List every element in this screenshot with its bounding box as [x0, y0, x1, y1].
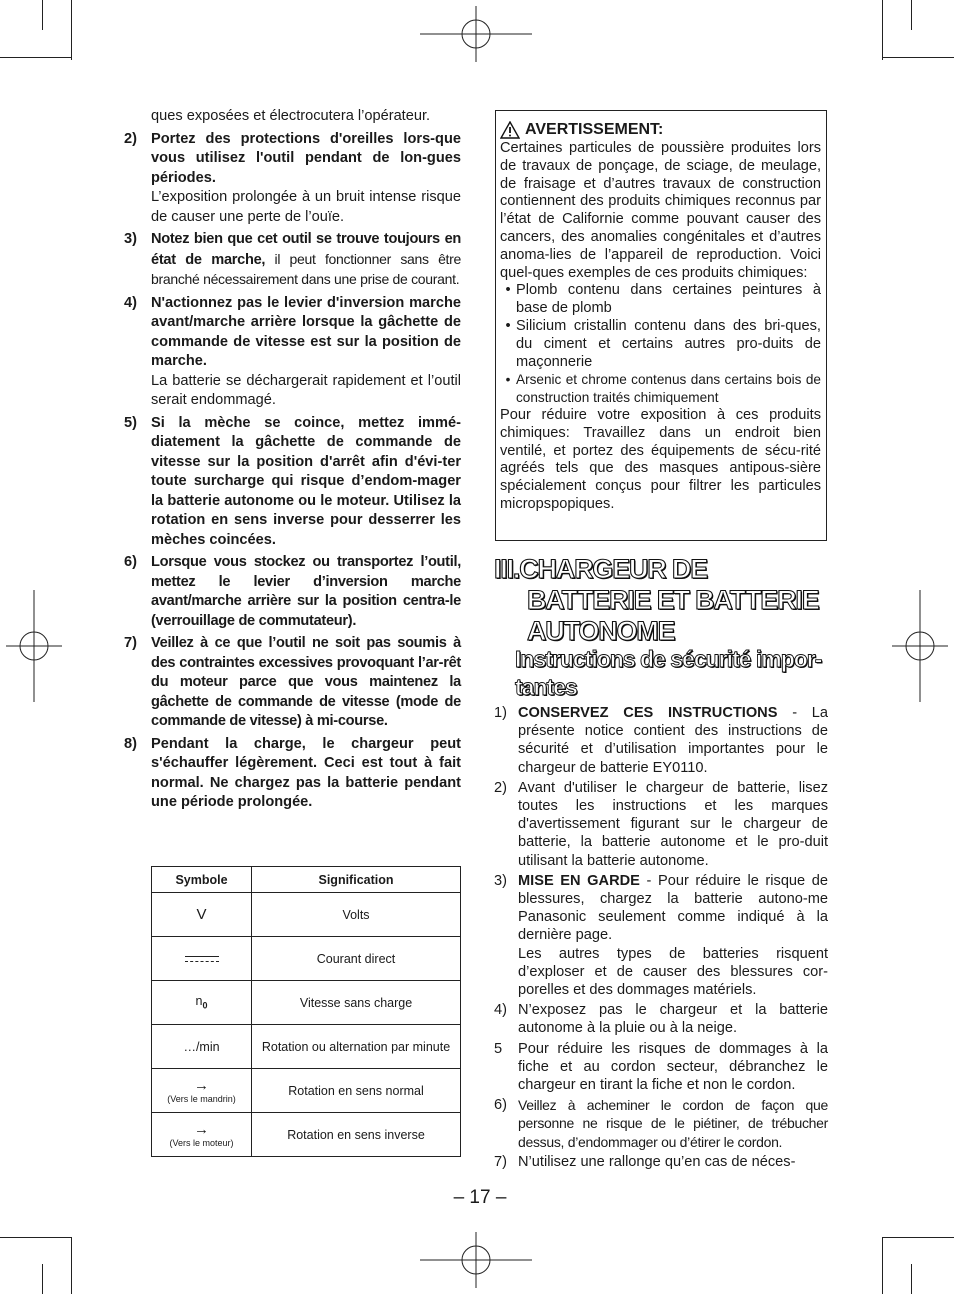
- left-column: [124, 107, 461, 813]
- symbols-table: [151, 866, 461, 1157]
- table-row: → (Vers le moteur) Rotation en sens inverse: [152, 1113, 461, 1157]
- crop-mark: [42, 0, 43, 30]
- crop-mark: [911, 0, 912, 30]
- crop-mark: [71, 0, 72, 60]
- warning-bullet: • Plomb contenu dans certaines peintures à base de plomb: [505, 282, 821, 317]
- no-load-speed-symbol: n: [195, 994, 203, 1009]
- table-header-row: [152, 867, 461, 893]
- registration-mark-bottom: [420, 1232, 532, 1288]
- direct-current-icon: [185, 955, 219, 963]
- warning-outro: Pour réduire votre exposition à ces produits chimiques: Travaillez dans un endroit bien ventilé, et portez des équipements de sécu-rité agréés tels que des masques antipous-sière spécialement conçus pour filtrer les particules micropspopiques.: [500, 406, 821, 512]
- crop-mark: [882, 1237, 954, 1238]
- arrow-right-icon: →: [194, 1076, 209, 1094]
- registration-mark-top: [420, 6, 532, 62]
- crop-mark: [911, 1264, 912, 1294]
- crop-mark: [882, 1237, 883, 1294]
- section-subtitle: Instructions de sécurité impor-tantes: [515, 646, 822, 700]
- crop-mark: [71, 1237, 72, 1294]
- list-item: 6) Lorsque vous stockez ou transportez l’outil, mettez le levier d’inversion marche avant/marche arrière sur la position centra-le (verrouillage de commutateur).: [124, 554, 461, 629]
- table-row: $n_0$ Vitesse sans charge: [152, 981, 461, 1025]
- warning-bullet: • Silicium cristallin contenu dans des bri-ques, du ciment et certains autres pro-duits de maçonnerie: [505, 317, 821, 370]
- table-header: Symbole: [152, 867, 252, 893]
- list-item: 6) Veillez à acheminer le cordon de façon que personne ne risque de le piétiner, de trébucher dessus, d’endommager ou d’étirer le cordon.: [494, 1097, 828, 1150]
- warning-title: AVERTISSEMENT:: [525, 121, 664, 139]
- table-row: Courant direct: [152, 937, 461, 981]
- table-row: V Volts: [152, 893, 461, 937]
- list-item: 1) CONSERVEZ CES INSTRUCTIONS - La présente notice contient des instructions de sécurité et d’utilisation importantes pour le chargeur de batterie EY0110.: [494, 705, 829, 776]
- warning-bullet: • Arsenic et chrome contenus dans certains bois de construction traités chimiquement: [505, 372, 821, 406]
- list-item: 5) Si la mèche se coince, mettez immé-diatement la gâchette de commande de vitesse sur la position d'arrêt afin d'évi-ter toute surcharge qui risque d’endom-mager la batterie autonome ou le moteur. Utilisez la rotation en sens inverse pour desserrer les mèches coincées.: [124, 414, 461, 548]
- list-item: 4) N’exposez pas le chargeur et la batterie autonome à la pluie ou à la neige.: [494, 1002, 828, 1037]
- crop-mark: [0, 57, 72, 58]
- right-column: [494, 704, 828, 1173]
- list-item: 5 Pour réduire les risques de dommages à la fiche et au cordon secteur, débranchez le chargeur en tirant la fiche et non le cordon.: [494, 1040, 828, 1094]
- warning-box: [495, 110, 827, 541]
- table-row: …/min Rotation ou alternation par minute: [152, 1025, 461, 1069]
- list-item: 2) Avant d'utiliser le chargeur de batterie, lisez toutes les instructions et les marques d'avertissement figurant sur le chargeur de batterie, la batterie autonome et le pro-duit utilisant la batterie autonome.: [494, 779, 828, 869]
- registration-mark-right: [892, 590, 948, 702]
- section-title: III.CHARGEUR DE BATTERIE ET BATTERIE AUTONOME: [494, 554, 819, 646]
- registration-mark-left: [6, 590, 62, 702]
- list-item: 8) Pendant la charge, le chargeur peut s'échauffer légèrement. Ceci est tout à fait normal. Ne chargez pas la batterie pendant une période prolongée.: [124, 735, 461, 810]
- crop-mark: [882, 57, 954, 58]
- list-item: 3) Notez bien que cet outil se trouve toujours en état de marche, il peut fonctionner sans être branché nécessairement dans une prise de courant.: [124, 231, 461, 287]
- table-header: Signification: [252, 867, 461, 893]
- intro-text: ques exposées et électrocutera l’opérateur.: [151, 108, 431, 124]
- warning-intro: Certaines particules de poussière produites lors de travaux de ponçage, de sciage, de meulage, de fraisage et d’autres travaux de construction contiennent des produits chimiques reconnus par l’état de Californie comme pouvant causer des cancers, des anomalies congénitales et d’autres anoma-lies de l’appareil de reproduction. Voici quel-ques exemples de ces produits chimiques:: [500, 140, 821, 281]
- volt-symbol: V: [196, 906, 207, 923]
- arrow-right-icon: →: [194, 1120, 209, 1138]
- crop-mark: [42, 1264, 43, 1294]
- list-item: 7) N’utilisez une rallonge qu’en cas de néces-: [494, 1153, 796, 1170]
- crop-mark: [0, 1237, 72, 1238]
- list-item: 4) N'actionnez pas le levier d'inversion marche avant/marche arrière lorsque la gâchette de commande de vitesse est sur la position de marche. La batterie se déchargerait rapidement et l’outil serait endommagé.: [124, 294, 461, 408]
- warning-triangle-icon: [500, 121, 520, 139]
- list-item: 2) Portez des protections d'oreilles lors-que vous utilisez l'outil pendant de lon-gues périodes. L’exposition prolongée à un bruit intense risque de causer une perte de l’ouïe.: [124, 130, 461, 225]
- table-row: → (Vers le mandrin) Rotation en sens normal: [152, 1069, 461, 1113]
- list-item: 7) Veillez à ce que l’outil ne soit pas soumis à des contraintes excessives provoquant l’ar-rêt du moteur parce que vous maintenez la gâchette de commande de vitesse (mode de commande de vitesse) à mi-course.: [124, 635, 461, 729]
- list-item: 3) MISE EN GARDE - Pour réduire le risque de blessures, chargez la batterie autono-me Panasonic seulement comme indiqué à la dernière page. Les autres types de batteries risquent d’exploser et de causer des blessures cor-porelles et des dommages matériels.: [494, 872, 829, 999]
- crop-mark: [882, 0, 883, 60]
- page-number: – 17 –: [453, 1187, 507, 1208]
